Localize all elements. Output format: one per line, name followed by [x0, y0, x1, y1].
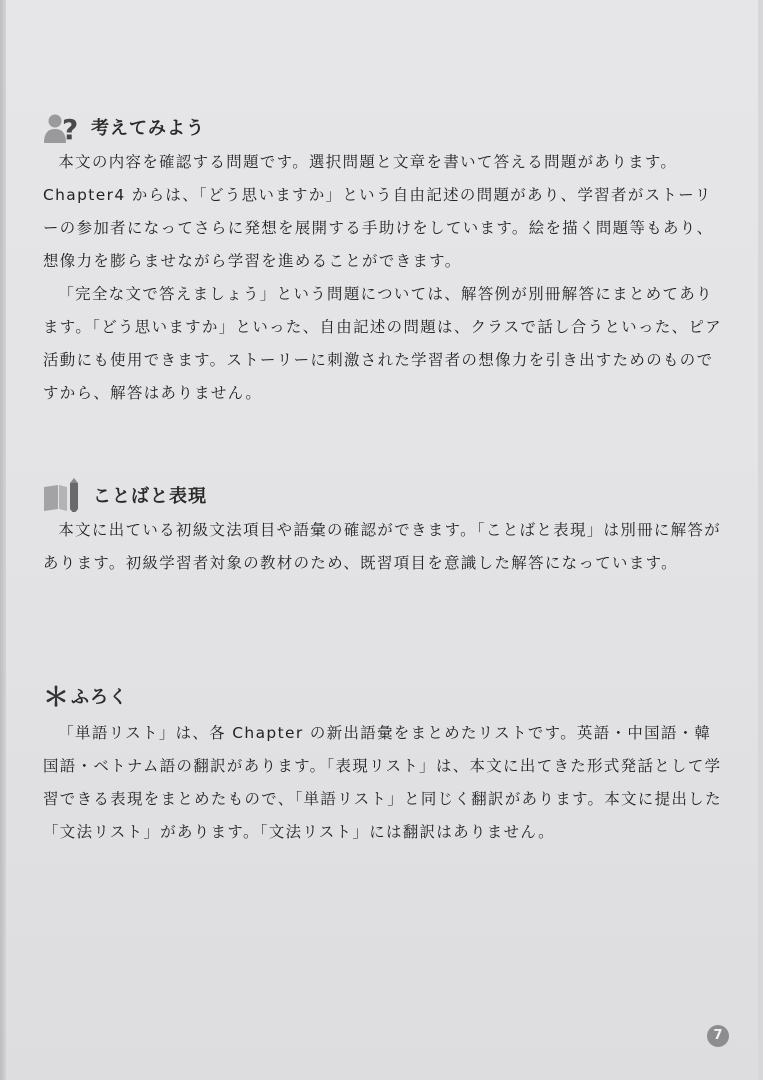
paragraph: 「単語リスト」は、各 Chapter の新出語彙をまとめたリストです。英語・中国語・韓国語・ベトナム語の翻訳があります。「表現リスト」は、本文に出てきた形式発話として学習できる表現をまとめたもので、「単語リスト」と同じく翻訳があります。本文に提出した「文法リスト」があります。「文法リスト」には翻訳はありません。 [43, 724, 722, 841]
section-think [43, 110, 723, 410]
section-title: ことばと表現 [93, 486, 207, 507]
paragraph: 本文に出ている初級文法項目や語彙の確認ができます。「ことばと表現」は別冊に解答があります。初級学習者対象の教材のため、既習項目を意識した解答になっています。 [43, 521, 722, 572]
page-number: 7 [707, 1025, 729, 1047]
section-heading-think [43, 110, 723, 144]
section-heading-appendix [43, 679, 723, 713]
section-appendix [43, 679, 723, 849]
paragraph: 「完全な文で答えましょう」という問題については、解答例が別冊解答にまとめてあります。「どう思いますか」といった、自由記述の問題は、クラスで話し合うといった、ピア活動にも使用できます。ストーリーに刺激された学習者の想像力を引き出すためのものですから、解答はありません。 [43, 285, 723, 402]
section-heading-words [43, 478, 723, 512]
book-pencil-icon [43, 478, 83, 512]
section-words [43, 478, 723, 580]
section-title: ふろく [71, 687, 129, 708]
svg-text:?: ? [62, 113, 79, 144]
book-page [6, 0, 758, 1080]
asterisk-marker: ＊ [43, 683, 70, 713]
paragraph: 本文の内容を確認する問題です。選択問題と文章を書いて答える問題があります。Chapter4 からは、「どう思いますか」という自由記述の問題があり、学習者がストーリーの参加者になってさらに発想を展開する手助けをしています。絵を描く問題等もあり、想像力を膨らませながら学習を進めることができます。 [43, 153, 714, 270]
section-title: 考えてみよう [91, 118, 205, 139]
person-question-icon [43, 110, 85, 144]
